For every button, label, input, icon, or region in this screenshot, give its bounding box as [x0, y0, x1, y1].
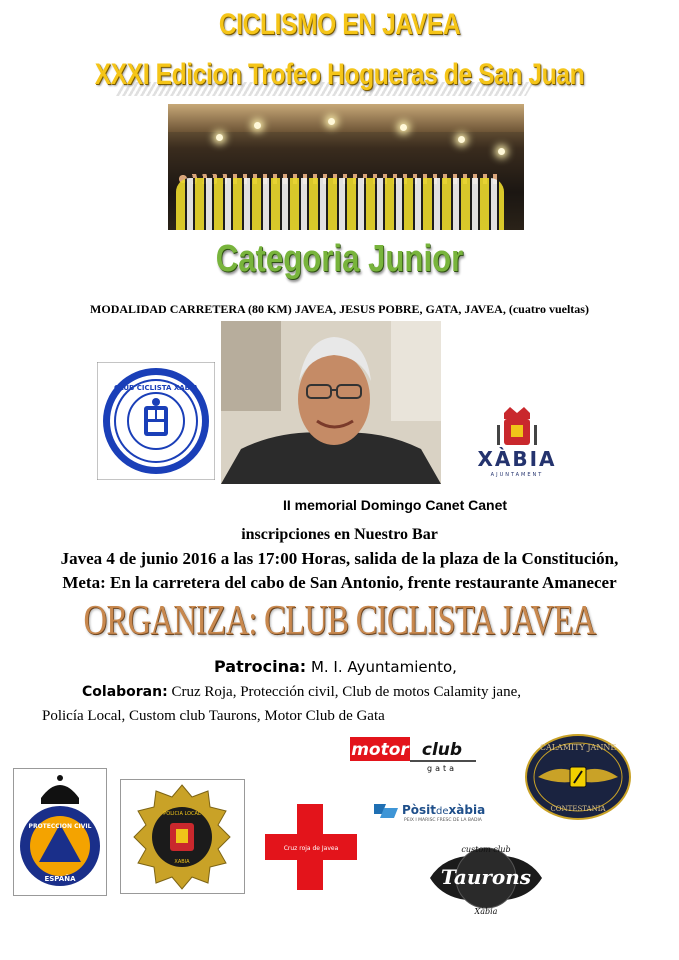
xabia-name: XÀBIA	[477, 447, 557, 471]
xabia-sub: AJUNTAMENT	[490, 472, 544, 478]
posit-c: xàbia	[448, 803, 486, 817]
proteccion-bottom-text: ESPAÑA	[44, 875, 76, 883]
category-heading: Categoria Junior	[215, 238, 464, 280]
posit-a: Pòsit	[402, 803, 437, 817]
poster-title: CICLISMO EN JAVEA	[218, 8, 461, 41]
collaborators-label: Colaboran:	[82, 684, 168, 700]
gata-text: gata	[426, 764, 458, 773]
sponsor-label: Patrocina:	[214, 657, 307, 676]
calamity-janne-logo	[524, 733, 632, 821]
club-ciclista-xabia-logo	[97, 362, 215, 480]
taurons-top-text: custom club	[461, 845, 511, 854]
posit-sub: PEIX I MARISC FRESC DE LA BADIA	[404, 818, 482, 822]
proteccion-civil-logo	[13, 768, 107, 896]
svg-text:Pòsitdexàbia	[402, 803, 485, 817]
motor-club-gata-logo	[350, 737, 476, 773]
sponsor-line	[214, 657, 457, 676]
cruz-roja-logo	[265, 804, 357, 890]
poster-subtitle: XXXI Edicion Trofeo Hogueras de San Juan	[94, 58, 585, 91]
taurons-bottom-text: Xàbia	[474, 907, 498, 916]
motor-text: motor	[351, 740, 409, 760]
race-route: MODALIDAD CARRETERA (80 KM) JAVEA, JESUS POBRE, GATA, JAVEA, (cuatro vueltas)	[90, 302, 589, 316]
start-info: Javea 4 de junio 2016 a las 17:00 Horas, salida de la plaza de la Constitución,	[60, 549, 619, 568]
sponsor-value: M. I. Ayuntamiento,	[306, 658, 457, 676]
club-text: club	[421, 740, 463, 760]
organizer-heading: ORGANIZA: CLUB CICLISTA JAVEA	[83, 598, 596, 644]
xabia-ajuntament-logo	[466, 405, 569, 480]
calamity-top-text: CALAMITY JANNE	[539, 743, 617, 752]
memorial-title: II memorial Domingo Canet Canet	[283, 497, 508, 513]
memorial-portrait	[221, 321, 441, 484]
team-photo	[168, 104, 524, 230]
collaborators-line	[82, 684, 521, 701]
collaborators-line-2: Policía Local, Custom club Taurons, Motor Club de Gata	[42, 708, 385, 724]
posit-de-xabia-logo	[372, 800, 517, 822]
custom-club-taurons-logo	[426, 838, 546, 918]
policia-local-logo	[120, 779, 245, 894]
registration-info: inscripciones en Nuestro Bar	[241, 526, 438, 543]
proteccion-top-text: PROTECCION CIVIL	[28, 823, 92, 830]
policia-bottom-text: XABIA	[174, 859, 190, 865]
finish-info: Meta: En la carretera del cabo de San Antonio, frente restaurante Amanecer	[62, 573, 617, 592]
policia-top-text: POLICIA LOCAL	[163, 811, 201, 817]
calamity-bottom-text: CONTESTANIA	[550, 805, 606, 813]
club-logo-text: CLUB CICLISTA XABIA	[113, 384, 199, 392]
cruzroja-text: Cruz roja de Javea	[283, 845, 339, 852]
posit-b: de	[436, 806, 449, 817]
collaborators-value: Cruz Roja, Protección civil, Club de motos Calamity jane,	[167, 684, 521, 700]
taurons-name: Taurons	[440, 865, 532, 889]
